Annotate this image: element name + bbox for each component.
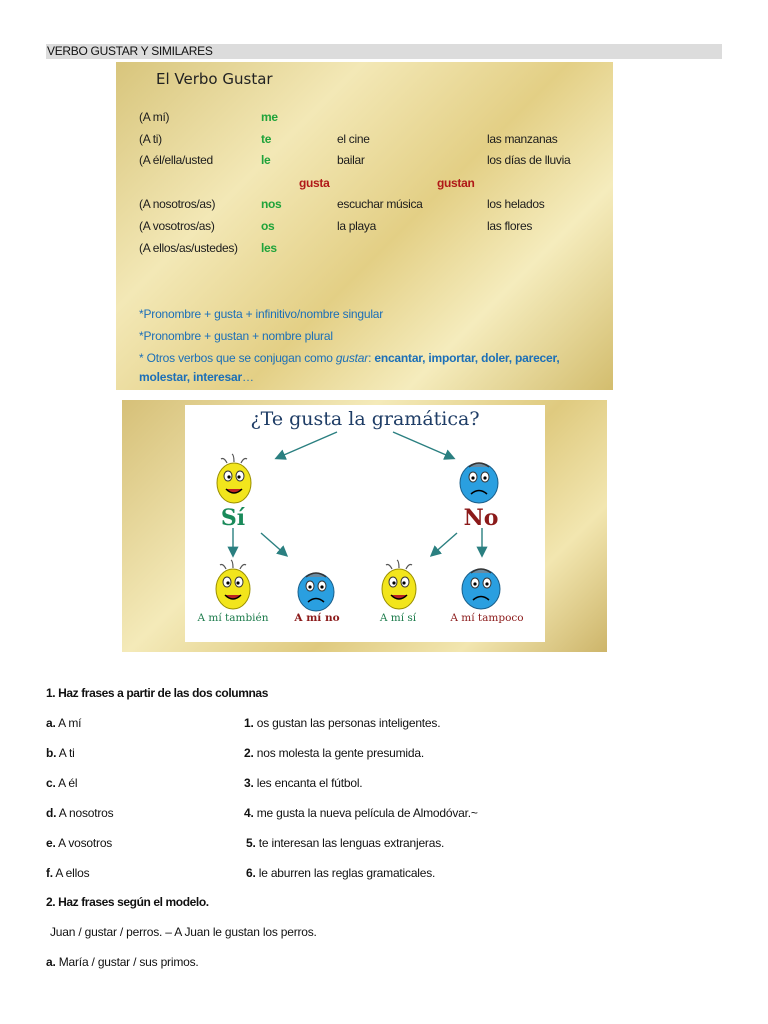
item-text: os gustan las personas inteligentes.: [253, 716, 441, 730]
gustar-conjugation-panel: [116, 62, 613, 390]
singular-example: bailar: [337, 153, 365, 167]
item-key: 1.: [244, 716, 254, 730]
right-column-item: [244, 746, 424, 760]
pronoun-cell: te: [261, 132, 272, 146]
similar-verbs-list: molestar, interesar: [139, 370, 242, 384]
rule-note-singular: *Pronombre + gusta + infinitivo/nombre singular: [139, 307, 384, 321]
note-prefix: * Otros verbos que se conjugan como: [139, 351, 336, 365]
happy-face-icon: [217, 454, 251, 503]
left-column-item: [46, 716, 81, 730]
subject-cell: (A mí): [139, 110, 170, 124]
item-key: f.: [46, 866, 53, 880]
left-column-item: [46, 836, 112, 850]
item-text: A nosotros: [56, 806, 114, 820]
plural-example: los helados: [487, 197, 545, 211]
sad-face-icon: [298, 573, 334, 611]
arrow: [277, 432, 337, 458]
right-column-item: [244, 806, 478, 820]
item-text: María / gustar / sus primos.: [55, 955, 199, 969]
diagram-title: ¿Te gusta la gramática?: [250, 408, 480, 430]
item-key: d.: [46, 806, 57, 820]
item-key: 2.: [244, 746, 254, 760]
item-text: les encanta el fútbol.: [253, 776, 363, 790]
arrow: [393, 432, 453, 458]
response-label-a-mi-tampoco: A mí tampoco: [450, 612, 524, 624]
exercise-1-heading: 1. Haz frases a partir de las dos columnas: [46, 686, 268, 700]
item-text: A ellos: [52, 866, 90, 880]
diagram-svg: [185, 405, 545, 642]
plural-example: los días de lluvia: [487, 153, 571, 167]
item-text: nos molesta la gente presumida.: [253, 746, 424, 760]
item-text: A mí: [55, 716, 82, 730]
similar-verbs-note-line2: [139, 370, 254, 384]
subject-cell: (A ellos/as/ustedes): [139, 241, 238, 255]
item-text: A él: [55, 776, 78, 790]
item-key: 5.: [246, 836, 256, 850]
response-label-a-mi-no: A mí no: [294, 612, 340, 624]
right-column-item: [246, 866, 435, 880]
happy-face-icon: [216, 560, 250, 609]
note-ellipsis: …: [241, 370, 254, 384]
left-column-item: [46, 746, 75, 760]
document-title: VERBO GUSTAR Y SIMILARES: [47, 44, 213, 58]
item-key: c.: [46, 776, 56, 790]
item-text: A ti: [56, 746, 75, 760]
item-text: me gusta la nueva película de Almodóvar.~: [253, 806, 478, 820]
grammar-diagram-panel: [122, 400, 607, 652]
item-key: 3.: [244, 776, 254, 790]
similar-verbs-note: [139, 351, 559, 365]
right-column-item: [244, 716, 440, 730]
model-sentence: Juan / gustar / perros. – A Juan le gustan los perros.: [50, 925, 317, 939]
sad-face-icon: [462, 569, 500, 609]
left-column-item: [46, 866, 89, 880]
no-label: No: [463, 505, 499, 531]
document-header: [46, 44, 722, 59]
item-key: e.: [46, 836, 56, 850]
exercise-2-item: [46, 955, 199, 969]
response-label-a-mi-si: A mí sí: [379, 612, 417, 624]
item-text: A vosotros: [55, 836, 113, 850]
item-key: a.: [46, 716, 56, 730]
left-column-item: [46, 806, 113, 820]
subject-cell: (A nosotros/as): [139, 197, 216, 211]
plural-example: las manzanas: [487, 132, 558, 146]
plural-example: las flores: [487, 219, 533, 233]
subject-cell: (A vosotros/as): [139, 219, 215, 233]
response-label-a-mi-tambien: A mí también: [197, 612, 269, 624]
singular-example: escuchar música: [337, 197, 423, 211]
pronoun-cell: nos: [261, 197, 282, 211]
pronoun-cell: le: [261, 153, 271, 167]
note-colon: :: [368, 351, 375, 365]
similar-verbs-list: encantar, importar, doler, parecer,: [374, 351, 560, 365]
item-key: b.: [46, 746, 57, 760]
left-column-item: [46, 776, 77, 790]
right-column-item: [244, 776, 362, 790]
happy-face-icon: [382, 560, 416, 609]
verb-singular: gusta: [299, 176, 330, 190]
right-column-item: [246, 836, 444, 850]
rule-note-plural: *Pronombre + gustan + nombre plural: [139, 329, 333, 343]
pronoun-cell: os: [261, 219, 275, 233]
arrow: [432, 533, 457, 555]
singular-example: la playa: [337, 219, 376, 233]
item-text: te interesan las lenguas extranjeras.: [255, 836, 445, 850]
item-key: 4.: [244, 806, 254, 820]
subject-cell: (A él/ella/usted: [139, 153, 213, 167]
singular-example: el cine: [337, 132, 370, 146]
pronoun-cell: me: [261, 110, 278, 124]
subject-cell: (A ti): [139, 132, 162, 146]
note-italic-verb: gustar: [335, 351, 369, 365]
pronoun-cell: les: [261, 241, 277, 255]
arrow: [261, 533, 286, 555]
si-label: Sí: [220, 505, 246, 531]
item-key: a.: [46, 955, 56, 969]
panel-title: El Verbo Gustar: [156, 70, 273, 88]
item-key: 6.: [246, 866, 256, 880]
diagram-canvas: [185, 405, 545, 642]
verb-plural: gustan: [437, 176, 475, 190]
sad-face-icon: [460, 463, 498, 503]
exercise-2-heading: 2. Haz frases según el modelo.: [46, 895, 209, 909]
item-text: le aburren las reglas gramaticales.: [255, 866, 436, 880]
